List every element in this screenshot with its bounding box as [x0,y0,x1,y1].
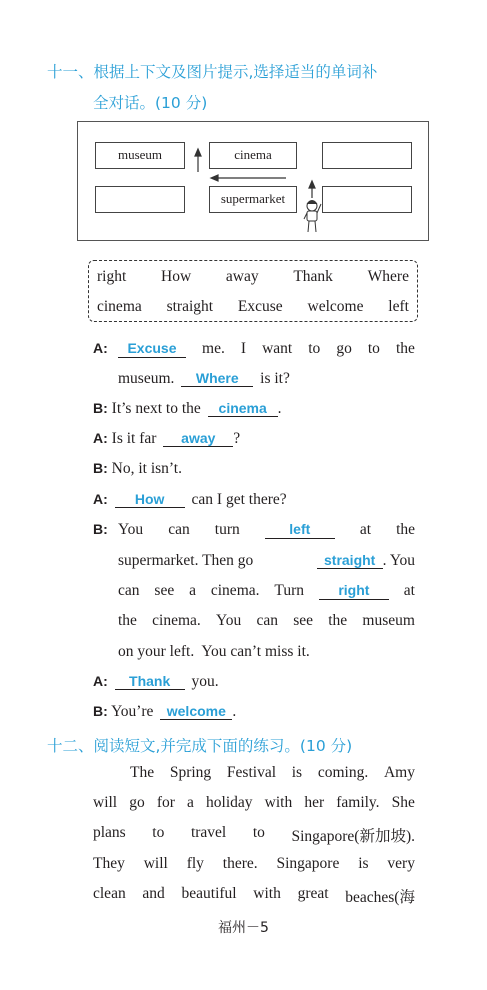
word: there. [222,855,258,872]
word: a [189,582,196,599]
word: is [291,764,303,781]
word-option: Where [367,268,409,285]
word: a [187,794,194,811]
section-11-title-line2: 全对话。(10 分) [93,94,208,112]
word: want [262,340,293,357]
word-bank-row-1 [97,268,409,286]
word: and [142,885,165,902]
section-11-title-line1: 十一、根据上下文及图片提示,选择适当的单词补 [47,63,378,81]
dialogue-line-7-text [118,521,415,539]
dialogue-line-7 [93,521,108,539]
word: you. [191,673,219,690]
word-option: cinema [97,298,142,315]
word: go [129,794,145,811]
word: her [304,794,325,811]
word: cinema. [210,582,260,599]
word: the [328,612,348,629]
word: the [396,521,415,538]
word-bank-row-2 [97,298,409,316]
word: with [253,885,281,902]
word: with [264,794,293,811]
word: see [293,612,313,629]
word: It’s next to the [111,400,201,417]
word: at [359,521,372,538]
passage-line-4 [93,855,415,873]
word: coming. [317,764,369,781]
word: . [232,703,237,720]
dialogue-line-1-text [118,340,415,358]
word: to [308,340,321,357]
word: at [403,582,415,599]
dialogue-line-10 [118,612,415,630]
dialogue-line-13 [93,703,236,721]
answer-blank: welcome [160,703,232,720]
word: the [395,340,415,357]
word: . You [382,552,415,569]
word: I [240,340,247,357]
word: museum [362,612,415,629]
word: You’re [111,703,154,720]
answer-blank: How [115,491,185,508]
word: holiday [206,794,253,811]
word: clean [93,885,126,902]
word: for [156,794,175,811]
dialogue-line-3 [93,400,282,418]
word: the [118,612,137,629]
passage-line-5 [93,885,415,907]
word: can [168,521,190,538]
word: museum. [118,370,175,387]
word: can [118,582,140,599]
word: cinema. [152,612,201,629]
passage-line-1 [130,764,415,782]
dialogue-line-8 [118,552,415,570]
speaker-label: A: [93,430,108,446]
section-12-title: 十二、阅读短文,并完成下面的练习。(10 分) [47,737,353,755]
speaker-label: A: [93,340,108,356]
word: plans [93,824,126,841]
word-option: welcome [307,298,364,315]
word-bank [88,260,418,322]
answer-blank: away [163,430,233,447]
passage-line-2 [93,794,415,812]
speaker-label: B: [93,460,108,476]
word: Amy [383,764,415,781]
word: Turn [274,582,304,599]
word: She [391,794,415,811]
up-arrow-icon [195,149,201,156]
word-option: right [97,268,127,285]
word: You [216,612,242,629]
word: great [297,885,329,902]
speaker-label: A: [93,673,108,689]
word: turn [214,521,240,538]
word: travel [190,824,227,841]
speaker-label: B: [93,521,108,537]
word: to [367,340,380,357]
word: will [93,794,118,811]
word: to [152,824,165,841]
dialogue-line-2 [118,370,290,388]
speaker-label: B: [93,400,108,416]
speaker-label: B: [93,703,108,719]
word: beautiful [181,885,237,902]
word-option: away [225,268,259,285]
word-option: Excuse [237,298,283,315]
word: to [252,824,265,841]
word: go [336,340,352,357]
place-cinema: cinema [209,142,297,169]
left-arrow-icon [211,175,218,181]
page-number: 福州－5 [218,920,269,936]
word: They [93,855,125,872]
word: fly [186,855,204,872]
word: . [277,400,282,417]
dialogue-line-9 [118,582,415,600]
word: family. [336,794,380,811]
word: can [256,612,278,629]
passage-line-3 [93,824,415,846]
answer-blank: straight [317,552,383,569]
word: is it? [260,370,290,387]
answer-blank: right [319,582,389,600]
word: me. [202,340,225,357]
speaker-label: A: [93,491,108,507]
word: very [387,855,415,872]
word: Is it far [111,430,157,447]
dialogue-line-5 [93,460,182,478]
word-option: Thank [293,268,333,285]
word: The [130,764,155,781]
word: Spring [169,764,212,781]
word: will [143,855,168,872]
direction-arrows [78,122,430,242]
dialogue-line-6 [93,491,287,509]
answer-blank: left [265,521,335,539]
word: Festival [226,764,277,781]
word-option: straight [166,298,214,315]
word: ? [233,430,241,447]
word-option: How [161,268,192,285]
word: supermarket. Then go [118,552,254,569]
dialogue-line-11: on your left. You can’t miss it. [118,643,310,660]
word: No, it isn’t. [111,460,182,477]
dialogue-line-4 [93,430,240,448]
place-museum: museum [95,142,185,169]
dialogue-line-12 [93,673,219,691]
place-supermarket: supermarket [209,186,297,213]
map-diagram [77,121,429,241]
word: beaches(海 [345,889,415,906]
person-icon [304,201,321,233]
up-arrow-icon-2 [309,181,315,188]
word: You [118,521,144,538]
word: can I get there? [191,491,287,508]
word: is [358,855,369,872]
dialogue-line-1 [93,340,108,358]
answer-blank: Where [181,370,253,387]
word-option: left [388,298,409,315]
word: Singapore(新加坡). [291,828,415,845]
word: Singapore [276,855,340,872]
answer-blank: cinema [208,400,278,417]
answer-blank: Excuse [118,340,186,358]
answer-blank: Thank [115,673,185,690]
word: see [154,582,175,599]
